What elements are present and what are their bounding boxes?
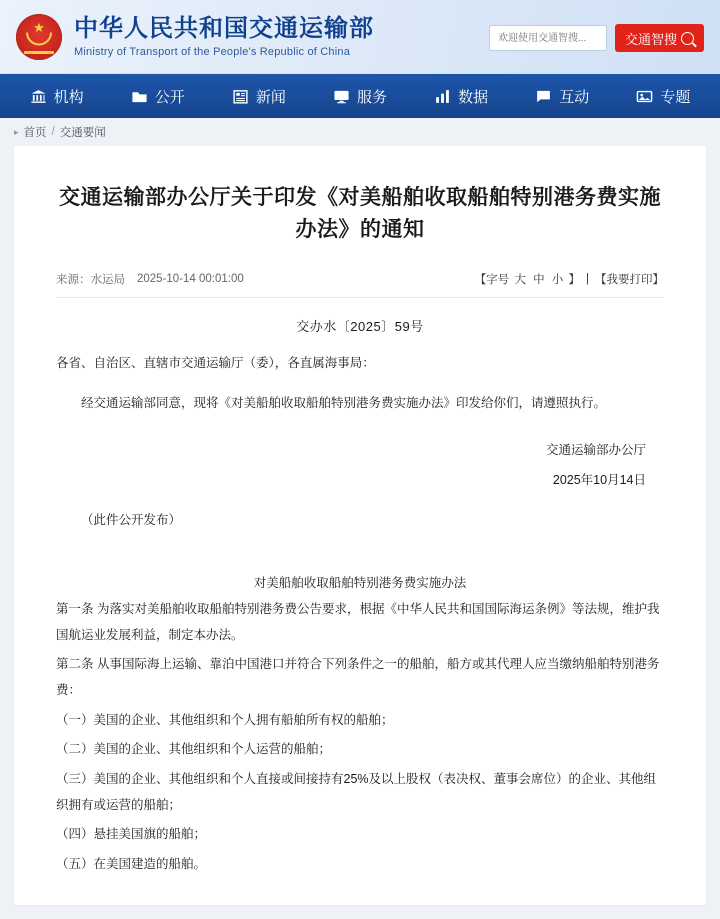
nav-item-data[interactable] — [428, 86, 494, 107]
meta-left — [56, 271, 244, 287]
breadcrumb-separator: / — [51, 126, 55, 138]
nav-item-institution[interactable] — [24, 86, 90, 107]
newspaper-icon — [232, 88, 249, 105]
national-emblem-icon: ★ — [16, 14, 62, 60]
site-title-en: Ministry of Transport of the People's Republic of China — [74, 45, 351, 58]
lead-paragraph: 经交通运输部同意，现将《对美船舶收取船舶特别港务费实施办法》印发给你们，请遵照执行。 — [81, 395, 607, 410]
site-title-cn: 中华人民共和国交通运输部 — [74, 15, 374, 43]
signature-org: 交通运输部办公厅 — [545, 443, 646, 458]
nav-item-news[interactable] — [226, 86, 292, 107]
clause-2-item-1: （一）美国的企业、其他组织和个人拥有船舶所有权的船舶； — [56, 712, 394, 727]
document-number: 交办水〔2025〕59号 — [296, 319, 424, 334]
meta-divider: | — [586, 273, 589, 285]
nav-item-interaction[interactable] — [529, 86, 595, 107]
attachment-title: 对美船舶收取船舶特别港务费实施办法 — [253, 576, 467, 591]
clause-2-item-2: （二）美国的企业、其他组织和个人运营的船舶； — [56, 742, 332, 757]
site-title-block — [74, 15, 374, 58]
nav-label: 服务 — [356, 88, 387, 106]
breadcrumb — [0, 118, 720, 146]
nav-item-service[interactable] — [327, 86, 393, 107]
meta-right — [475, 271, 664, 287]
folder-icon — [131, 88, 148, 105]
breadcrumb-arrow-icon: ▸ — [14, 126, 19, 137]
search-area — [489, 24, 704, 52]
nav-label: 专题 — [660, 88, 691, 106]
clause-1: 第一条 为落实对美船舶收取船舶特别港务费公告要求，根据《中华人民共和国国际海运条例》等法规，维护我国航运业发展利益，制定本办法。 — [56, 602, 660, 642]
clause-2-item-4: （四）悬挂美国旗的船舶； — [56, 827, 207, 842]
print-button[interactable]: 【我要打印】 — [595, 274, 664, 286]
signature-date: 2025年10月14日 — [552, 472, 646, 487]
image-icon — [636, 88, 653, 105]
recipients-line: 各省、自治区、直辖市交通运输厅（委），各直属海事局： — [56, 356, 375, 370]
fontsize-medium[interactable]: 中 — [533, 274, 545, 286]
search-input[interactable] — [489, 25, 607, 51]
clause-2-item-3: （三）美国的企业、其他组织和个人直接或间接持有25%及以上股权（表决权、董事会席位）的企业、其他组织拥有或运营的船舶； — [56, 771, 657, 812]
nav-item-public[interactable] — [125, 86, 191, 107]
clause-2-item-5: （五）在美国建造的船舶。 — [56, 856, 207, 871]
clause-2: 第二条 从事国际海上运输、靠泊中国港口并符合下列条件之一的船舶，船方或其代理人应当缴纳船舶特别港务费： — [56, 657, 660, 697]
search-button-label: 交通智搜 — [624, 31, 677, 47]
nav-label: 机构 — [53, 88, 84, 106]
article-card — [14, 146, 706, 905]
fontsize-large[interactable]: 大 — [514, 274, 526, 286]
fontsize-label: 【字号 — [474, 274, 510, 286]
bar-chart-icon — [434, 88, 451, 105]
article-datetime: 2025-10-14 00:01:00 — [137, 273, 244, 285]
public-release-note: （此件公开发布） — [81, 512, 182, 527]
fontsize-close-bracket: 】 — [568, 274, 580, 286]
article-source: 来源：水运局 — [56, 274, 125, 286]
nav-label: 互动 — [559, 88, 590, 106]
breadcrumb-item-current[interactable]: 交通要闻 — [59, 127, 106, 139]
nav-item-topics[interactable] — [630, 86, 696, 107]
breadcrumb-item-home[interactable]: 首页 — [23, 127, 47, 139]
nav-label: 新闻 — [255, 88, 286, 106]
nav-label: 公开 — [154, 88, 185, 106]
institution-icon — [30, 88, 47, 105]
nav-label: 数据 — [458, 88, 489, 106]
magnifier-icon — [681, 32, 694, 45]
chat-icon — [535, 88, 552, 105]
search-button[interactable] — [615, 24, 704, 52]
fontsize-control — [475, 271, 580, 287]
monitor-icon — [333, 88, 350, 105]
main-nav — [0, 74, 720, 118]
fontsize-small[interactable]: 小 — [551, 274, 564, 286]
site-header — [0, 0, 720, 74]
page-title: 交通运输部办公厅关于印发《对美船舶收取船舶特别港务费实施办法》的通知 — [59, 186, 661, 241]
article-meta — [56, 271, 664, 298]
